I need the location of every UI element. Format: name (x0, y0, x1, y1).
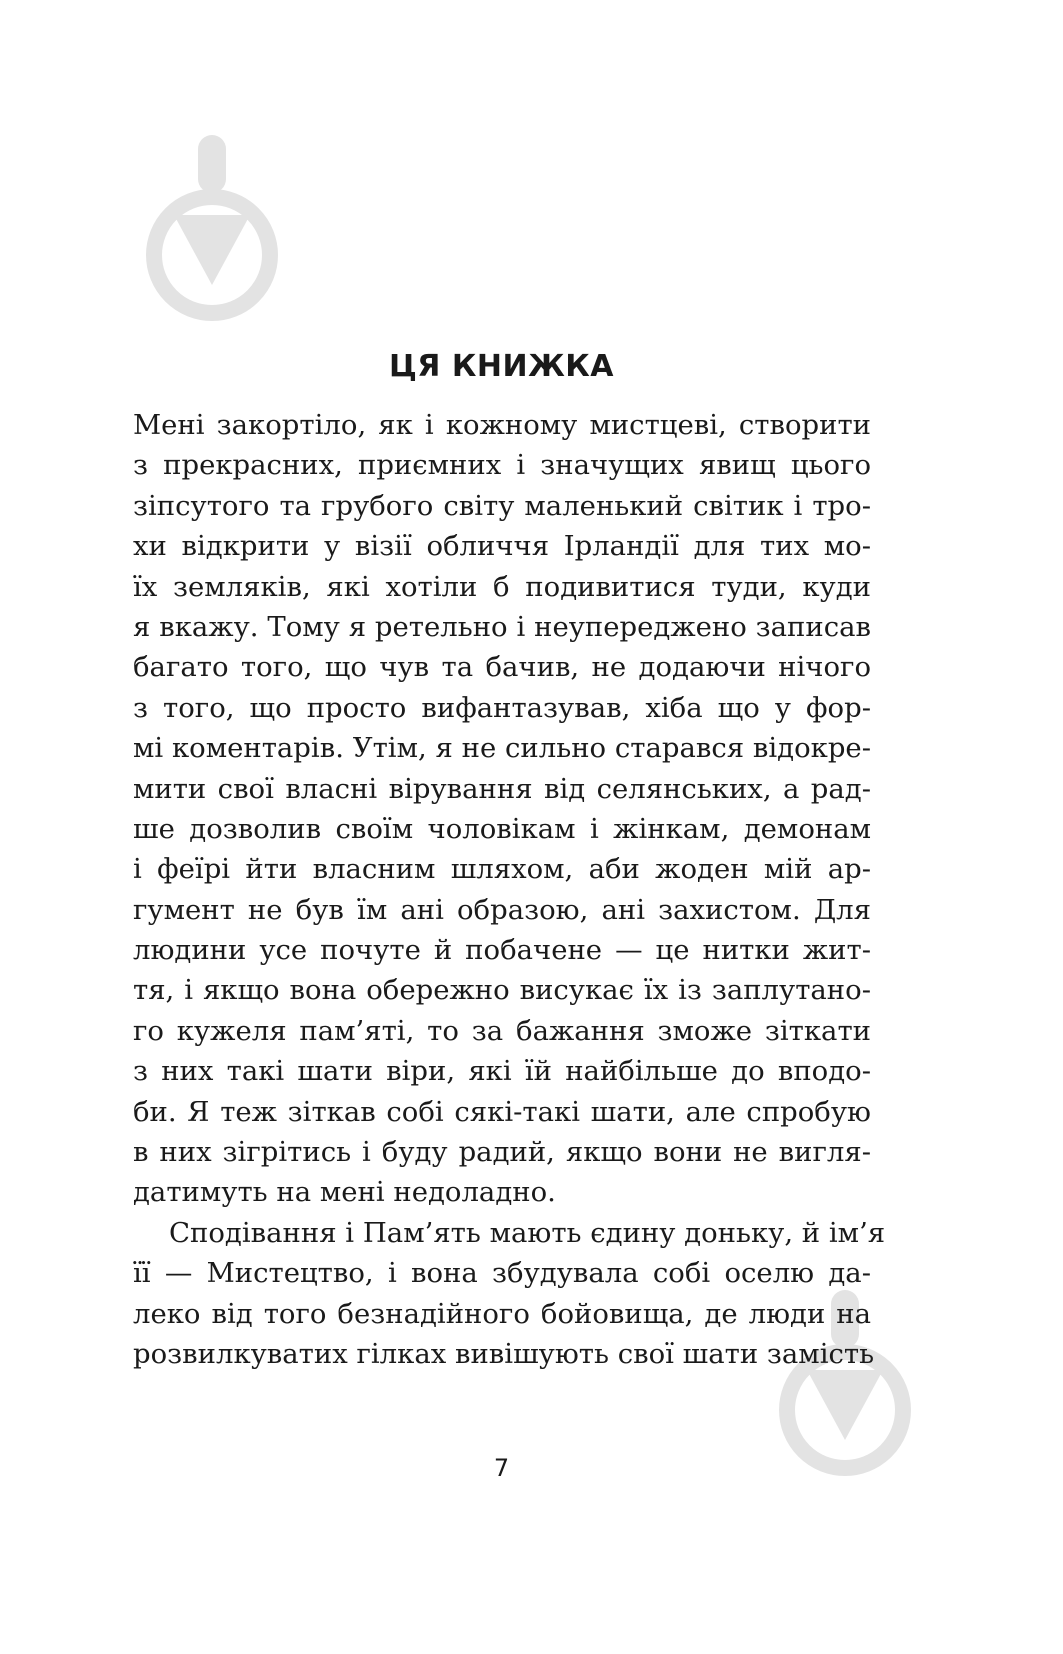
chapter-heading: ЦЯ КНИЖКА (388, 349, 615, 384)
text-line: Сподівання і Пам’ять мають єдину доньку, й ім’я (169, 1216, 886, 1249)
page-number: 7 (493, 1454, 510, 1482)
text-line: тя, і якщо вона обережно висукає їх із заплутано- (133, 974, 871, 1007)
text-line: розвилкуватих гілках вивішують свої шати замість (133, 1337, 875, 1370)
text-line: хи відкрити у візії обличчя Ірландії для тих мо- (133, 530, 871, 563)
text-line: їх земляків, які хотіли б подивитися туди, куди (133, 570, 871, 603)
text-line: датимуть на мені недоладно. (133, 1176, 556, 1209)
text-line: би. Я теж зіткав собі сякі-такі шати, але спробую (133, 1095, 871, 1128)
text-line: багато того, що чув та бачив, не додаючи нічого (133, 651, 871, 684)
text-line: ше дозволив своїм чоловікам і жінкам, демонам (133, 812, 871, 845)
text-line: леко від того безнадійного бойовища, де люди на (133, 1297, 871, 1330)
text-line: людини усе почуте й побачене — це нитки жит- (133, 934, 871, 967)
text-line: зіпсутого та грубого світу маленький світик і тро- (133, 489, 871, 522)
text-line: з них такі шати віри, які їй найбільше до вподо- (133, 1055, 871, 1088)
text-line: з прекрасних, приємних і значущих явищ цього (133, 449, 871, 482)
text-line: гумент не був їм ані образою, ані захистом. Для (133, 893, 871, 926)
text-line: і феїрі йти власним шляхом, аби жоден мій ар- (133, 853, 871, 886)
text-line: в них зігрітись і буду радий, якщо вони не вигля- (133, 1136, 871, 1169)
text-line: го кужеля пам’яті, то за бажання зможе зіткати (133, 1014, 871, 1047)
watermark-logo-icon (142, 135, 282, 325)
text-line: Мені закортіло, як і кожному мистцеві, створити (133, 409, 871, 441)
paragraph (133, 405, 871, 1213)
paragraph (133, 1213, 886, 1375)
text-line: мити свої власні вірування від селянських, а рад- (133, 772, 871, 805)
body-text (133, 405, 886, 1374)
text-line: я вкажу. Тому я ретельно і неупереджено записав (133, 610, 871, 643)
text-line: з того, що просто вифантазував, хіба що у фор- (133, 691, 871, 724)
text-line: її — Мистецтво, і вона збудувала собі оселю да- (133, 1257, 871, 1290)
text-line: мі коментарів. Утім, я не сильно старався відокре- (133, 732, 871, 765)
